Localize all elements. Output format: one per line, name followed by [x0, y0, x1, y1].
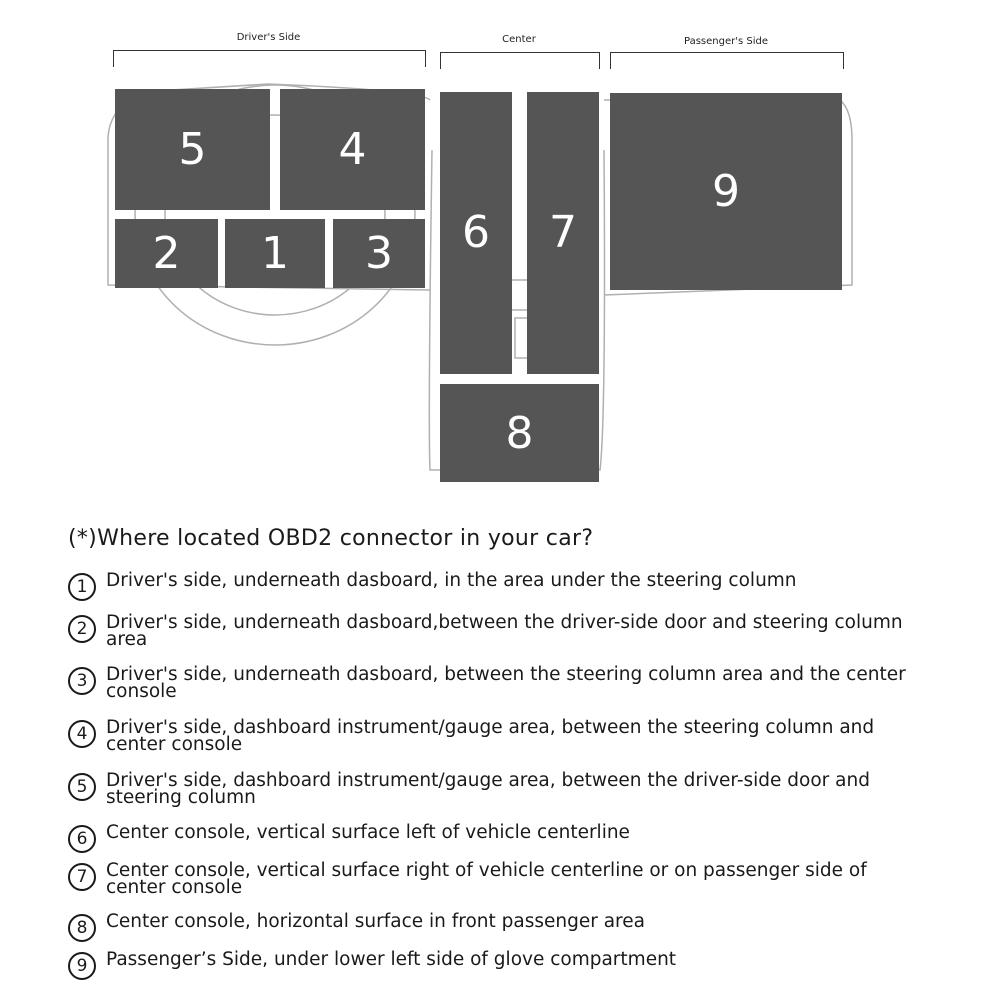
item-number-9: 9 [68, 952, 96, 980]
page-title: (*)Where located OBD2 connector in your car? [68, 526, 594, 551]
item-number-1: 1 [68, 573, 96, 601]
item-text-5: Driver's side, dashboard instrument/gauge area, between the driver-side door and steering column [106, 770, 870, 808]
list-item-6 [68, 824, 906, 853]
item-text-1: Driver's side, underneath dasboard, in the area under the steering column [106, 570, 797, 591]
passenger-side-label: Passenger's Side [684, 36, 768, 47]
zone-9 [610, 93, 842, 290]
zone-2 [115, 219, 218, 288]
list-item-9 [68, 951, 906, 980]
zone-5 [115, 89, 270, 210]
zone-4 [280, 89, 425, 210]
center-label: Center [502, 34, 536, 45]
item-text-6: Center console, vertical surface left of vehicle centerline [106, 822, 630, 843]
zone-4-number: 4 [338, 124, 367, 175]
item-text-7: Center console, vertical surface right of vehicle centerline or on passenger side of center console [106, 860, 867, 898]
item-text-3: Driver's side, underneath dasboard, between the steering column area and the center console [106, 664, 906, 702]
list-item-2 [68, 614, 906, 648]
item-text-4: Driver's side, dashboard instrument/gauge area, between the steering column and center console [106, 717, 875, 755]
zone-3-number: 3 [365, 228, 393, 279]
passenger-side-bracket [610, 52, 844, 69]
driver-side-bracket [113, 50, 426, 67]
zone-1-number: 1 [261, 228, 289, 279]
list-item-8 [68, 913, 906, 942]
list-item-1 [68, 572, 906, 601]
zone-8-number: 8 [505, 407, 534, 459]
item-number-7: 7 [68, 863, 96, 891]
zone-3 [333, 219, 425, 288]
list-item-4 [68, 719, 906, 753]
zone-7 [527, 92, 599, 374]
item-text-2: Driver's side, underneath dasboard,between the driver-side door and steering column area [106, 612, 903, 650]
driver-side-label: Driver's Side [236, 32, 301, 43]
item-number-2: 2 [68, 615, 96, 643]
item-text-9: Passenger’s Side, under lower left side of glove compartment [106, 949, 677, 970]
zone-2-number: 2 [152, 228, 181, 279]
center-bracket [440, 52, 600, 69]
list-item-7 [68, 862, 906, 896]
zone-8 [440, 384, 599, 482]
zone-5-number: 5 [178, 124, 207, 175]
zone-6-number: 6 [462, 207, 490, 258]
zone-7-number: 7 [549, 207, 577, 258]
item-number-4: 4 [68, 720, 96, 748]
item-text-8: Center console, horizontal surface in front passenger area [106, 911, 645, 932]
list-item-5 [68, 772, 906, 806]
item-number-8: 8 [68, 914, 96, 942]
zone-9-number: 9 [712, 166, 740, 217]
item-number-6: 6 [68, 825, 96, 853]
dashboard-diagram [0, 0, 1000, 490]
item-number-3: 3 [68, 667, 96, 695]
zone-1 [225, 219, 325, 288]
item-number-5: 5 [68, 773, 96, 801]
list-item-3 [68, 666, 906, 700]
zone-6 [440, 92, 512, 374]
